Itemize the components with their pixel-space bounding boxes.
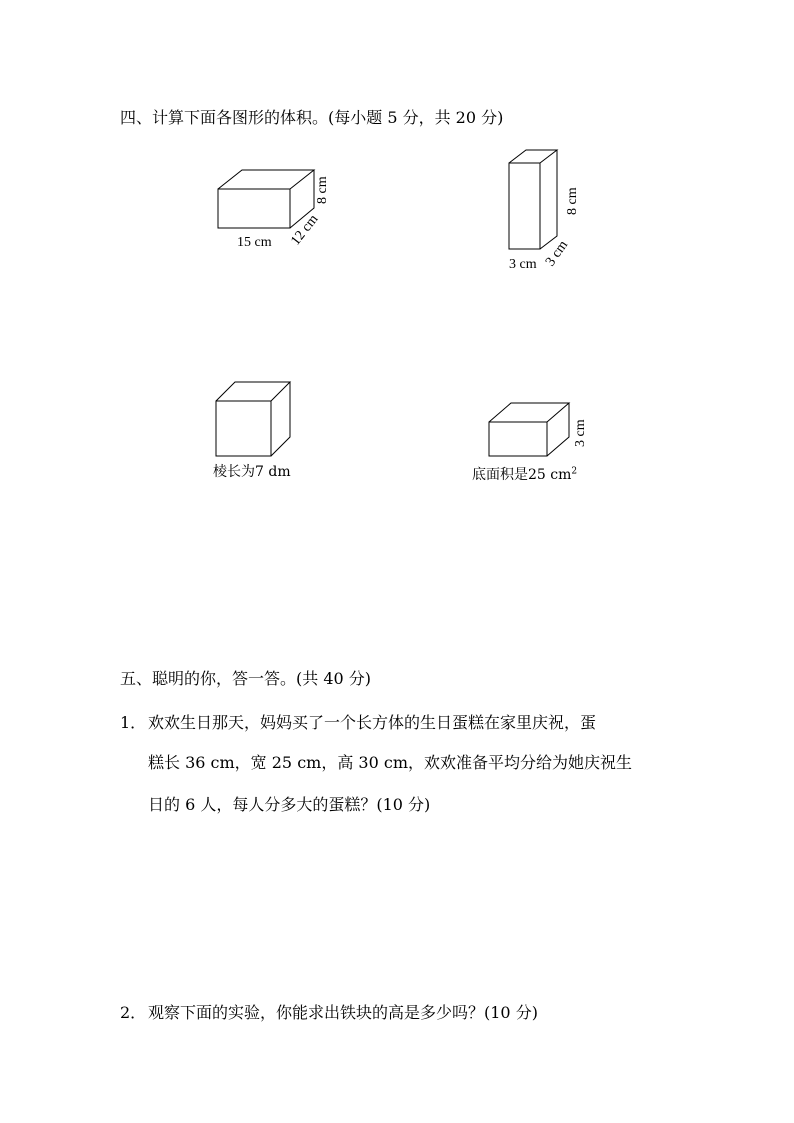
width-label: 3 cm [542, 238, 572, 270]
height-label: 8 cm [315, 176, 330, 204]
question-1-line-1: 欢欢生日那天，妈妈买了一个长方体的生日蛋糕在家里庆祝，蛋 [148, 713, 597, 732]
question-2-number: 2． [120, 1003, 147, 1022]
figure-cube [210, 375, 300, 469]
figure-cuboid-3 [480, 395, 600, 469]
section-5-title: 五、聪明的你，答一答。(共 40 分) [120, 669, 372, 688]
cube-caption: 棱长为7 dm [213, 464, 291, 480]
length-label: 3 cm [509, 257, 537, 272]
section-4-title: 四、计算下面各图形的体积。(每小题 5 分，共 20 分) [120, 108, 504, 127]
base-area-text: 底面积是25 cm [472, 467, 572, 483]
question-1-line-2: 糕长 36 cm，宽 25 cm，高 30 cm，欢欢准备平均分给为她庆祝生 [148, 753, 632, 772]
height-label: 3 cm [573, 419, 588, 447]
figure-cuboid-1 [205, 160, 345, 264]
squared-superscript: 2 [571, 466, 578, 477]
width-label: 12 cm [288, 211, 322, 249]
height-label: 8 cm [565, 187, 580, 215]
figure-cuboid-2 [500, 145, 600, 279]
question-1-line-3: 日的 6 人，每人分多大的蛋糕？(10 分) [148, 795, 431, 814]
base-area-caption [472, 464, 577, 484]
question-2-text: 观察下面的实验，你能求出铁块的高是多少吗？(10 分) [148, 1003, 538, 1022]
length-label: 15 cm [237, 235, 272, 250]
question-1-number: 1． [120, 713, 147, 732]
